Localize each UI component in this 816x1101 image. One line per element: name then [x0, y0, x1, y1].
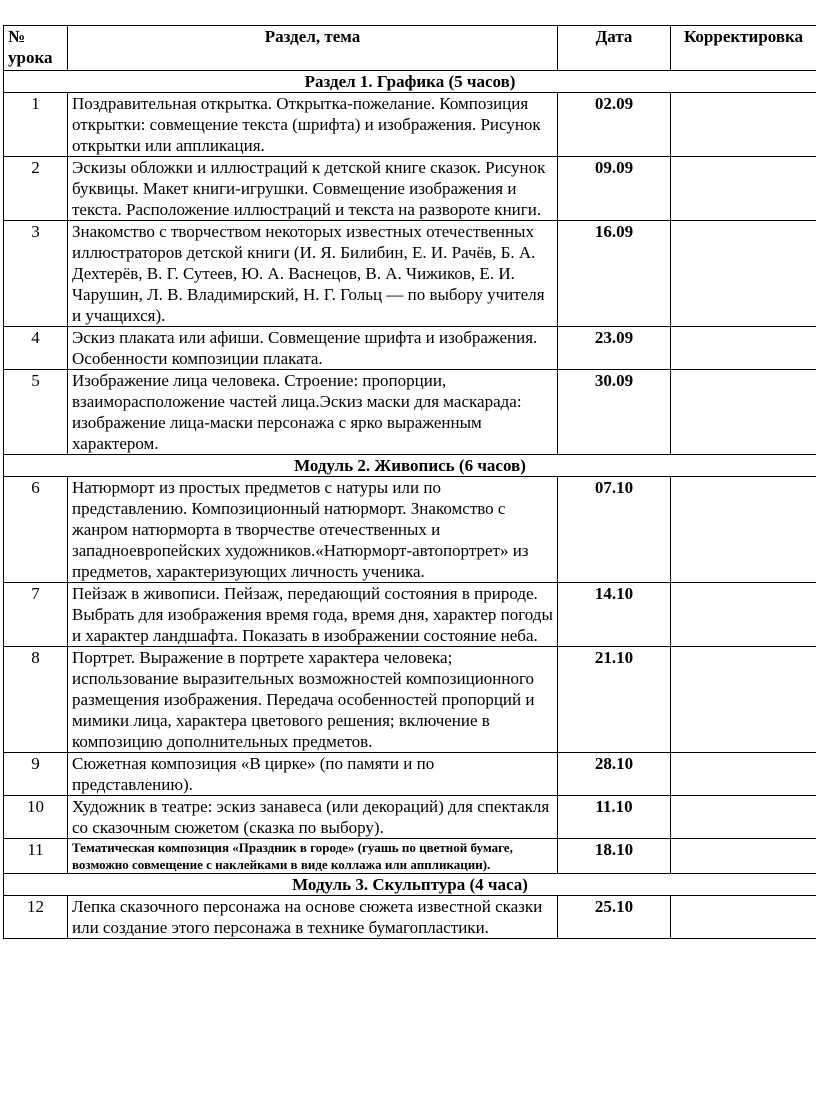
lesson-date-cell: 30.09	[558, 370, 671, 455]
lesson-number-cell: 6	[4, 477, 68, 583]
lesson-number-cell: 12	[4, 896, 68, 939]
header-lesson-number: № урока	[4, 26, 68, 71]
table-row	[4, 93, 816, 157]
lesson-topic-cell: Поздравительная открытка. Открытка-пожелание. Композиция открытки: совмещение текста (шрифта) и изображения. Рисунок открытки или аппликация.	[68, 93, 558, 157]
table-row	[4, 221, 816, 327]
lesson-date-cell: 28.10	[558, 753, 671, 796]
lesson-correction-cell	[671, 753, 816, 796]
lesson-number-cell: 5	[4, 370, 68, 455]
table-row	[4, 753, 816, 796]
lesson-topic-cell: Лепка сказочного персонажа на основе сюжета известной сказки или создание этого персонажа в технике бумагопластики.	[68, 896, 558, 939]
lesson-date-cell: 21.10	[558, 647, 671, 753]
lesson-topic-cell: Художник в театре: эскиз занавеса (или декораций) для спектакля со сказочным сюжетом (сказка по выбору).	[68, 796, 558, 839]
lesson-number-cell: 1	[4, 93, 68, 157]
lesson-topic-cell: Изображение лица человека. Строение: пропорции, взаиморасположение частей лица.Эскиз маски для маскарада: изображение лица-маски персонажа с ярко выраженным характером.	[68, 370, 558, 455]
lesson-date-cell: 11.10	[558, 796, 671, 839]
lesson-number-cell: 4	[4, 327, 68, 370]
lesson-topic-cell: Сюжетная композиция «В цирке» (по памяти и по представлению).	[68, 753, 558, 796]
lesson-date-cell: 09.09	[558, 157, 671, 221]
lesson-number-cell: 11	[4, 839, 68, 874]
section-header-row	[4, 874, 816, 896]
table-row	[4, 583, 816, 647]
lesson-correction-cell	[671, 157, 816, 221]
lesson-date-cell: 02.09	[558, 93, 671, 157]
section-header-row	[4, 71, 816, 93]
header-topic: Раздел, тема	[68, 26, 558, 71]
section-title: Раздел 1. Графика (5 часов)	[4, 71, 816, 93]
table-row	[4, 796, 816, 839]
lesson-date-cell: 16.09	[558, 221, 671, 327]
lesson-date-cell: 23.09	[558, 327, 671, 370]
lesson-number-cell: 8	[4, 647, 68, 753]
lesson-topic-cell: Эскизы обложки и иллюстраций к детской книге сказок. Рисунок буквицы. Макет книги-игрушки. Совмещение изображения и текста. Расположение иллюстраций и текста на развороте книги.	[68, 157, 558, 221]
lesson-correction-cell	[671, 221, 816, 327]
lesson-correction-cell	[671, 370, 816, 455]
lesson-topic-cell: Пейзаж в живописи. Пейзаж, передающий состояния в природе. Выбрать для изображения время года, время дня, характер погоды и характер ландшафта. Показать в изображении состояние неба.	[68, 583, 558, 647]
lesson-number-cell: 3	[4, 221, 68, 327]
lesson-number-cell: 2	[4, 157, 68, 221]
lesson-correction-cell	[671, 839, 816, 874]
table-row	[4, 477, 816, 583]
header-correction: Корректировка	[671, 26, 816, 71]
lesson-topic-cell: Портрет. Выражение в портрете характера человека; использование выразительных возможностей композиционного размещения изображения. Передача особенностей пропорций и мимики лица, характера цветового решения; включение в композицию дополнительных предметов.	[68, 647, 558, 753]
lesson-correction-cell	[671, 327, 816, 370]
lesson-topic-cell: Эскиз плаката или афиши. Совмещение шрифта и изображения. Особенности композиции плаката.	[68, 327, 558, 370]
lesson-correction-cell	[671, 647, 816, 753]
lesson-number-cell: 7	[4, 583, 68, 647]
table-row	[4, 896, 816, 939]
lesson-plan-table	[3, 25, 816, 939]
table-row	[4, 370, 816, 455]
lesson-date-cell: 07.10	[558, 477, 671, 583]
lesson-topic-cell: Знакомство с творчеством некоторых известных отечественных иллюстраторов детской книги (И. Я. Билибин, Е. И. Рачёв, Б. А. Дехтерёв, В. Г. Сутеев, Ю. А. Васнецов, В. А. Чижиков, Е. И. Чарушин, Л. В. Владимирский, Н. Г. Гольц — по выбору учителя и учащихся).	[68, 221, 558, 327]
lesson-correction-cell	[671, 796, 816, 839]
section-header-row	[4, 455, 816, 477]
lesson-correction-cell	[671, 896, 816, 939]
lesson-correction-cell	[671, 583, 816, 647]
table-row	[4, 647, 816, 753]
table-header-row	[4, 26, 816, 71]
table-row	[4, 157, 816, 221]
table-row	[4, 327, 816, 370]
lesson-number-cell: 9	[4, 753, 68, 796]
lesson-date-cell: 14.10	[558, 583, 671, 647]
lesson-topic-cell: Тематическая композиция «Праздник в городе» (гуашь по цветной бумаге, возможно совмещение с наклейками в виде коллажа или аппликации).	[68, 839, 558, 874]
lesson-date-cell: 18.10	[558, 839, 671, 874]
lesson-topic-cell: Натюрморт из простых предметов с натуры или по представлению. Композиционный натюрморт. Знакомство с жанром натюрморта в творчестве отечественных и западноевропейских художников.«Натюрморт-автопортрет» из предметов, характеризующих личность ученика.	[68, 477, 558, 583]
lesson-date-cell: 25.10	[558, 896, 671, 939]
header-date: Дата	[558, 26, 671, 71]
section-title: Модуль 3. Скульптура (4 часа)	[4, 874, 816, 896]
table-row	[4, 839, 816, 874]
table-body	[4, 71, 816, 939]
lesson-correction-cell	[671, 477, 816, 583]
lesson-number-cell: 10	[4, 796, 68, 839]
lesson-correction-cell	[671, 93, 816, 157]
section-title: Модуль 2. Живопись (6 часов)	[4, 455, 816, 477]
